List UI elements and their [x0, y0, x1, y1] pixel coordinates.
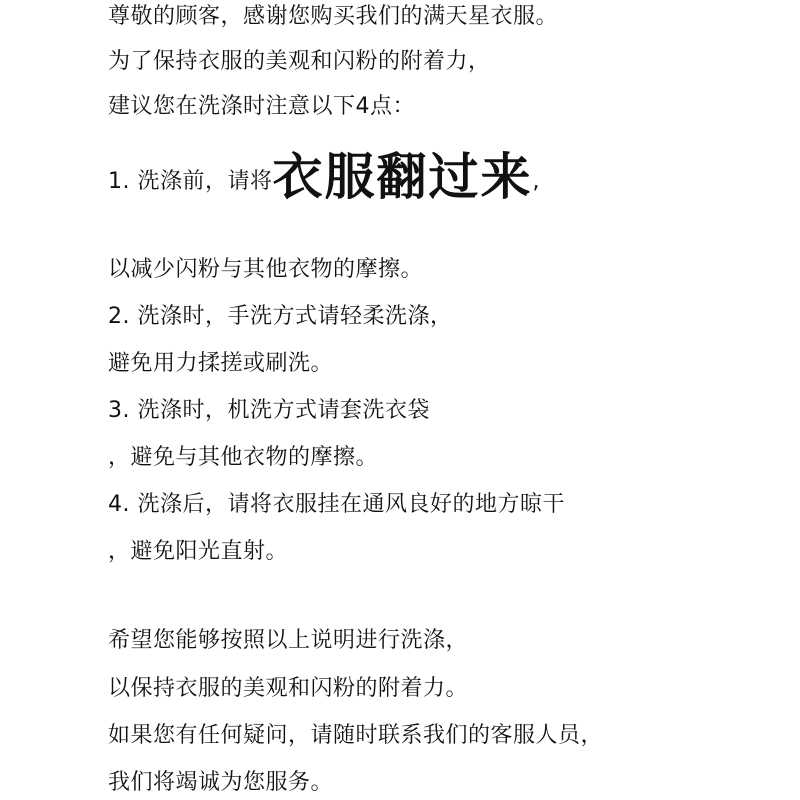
instruction-2-line: 2. 洗涤时，手洗方式请轻柔洗涤， — [108, 304, 453, 329]
greeting-line: 尊敬的顾客，感谢您购买我们的满天星衣服。 — [108, 4, 559, 29]
closing-line-4: 我们将竭诚为您服务。 — [108, 770, 334, 795]
closing-line-2: 以保持衣服的美观和闪粉的附着力。 — [108, 676, 469, 701]
instruction-4-line: 4. 洗涤后，请将衣服挂在通风良好的地方晾干 — [108, 492, 565, 517]
closing-line-3: 如果您有任何疑问，请随时联系我们的客服人员， — [108, 723, 604, 748]
instruction-heading-line: 建议您在洗涤时注意以下4点： — [108, 94, 415, 119]
instruction-4-detail-line: ，避免阳光直射。 — [108, 539, 289, 564]
instruction-1-prefix: 1. 洗涤前，请将 — [108, 169, 273, 194]
instruction-3-detail-line: ，避免与其他衣物的摩擦。 — [108, 445, 379, 470]
closing-line-1: 希望您能够按照以上说明进行洗涤， — [108, 628, 469, 653]
instruction-2-detail-line: 避免用力揉搓或刷洗。 — [108, 351, 334, 376]
instruction-1-detail-line: 以减少闪粉与其他衣物的摩擦。 — [108, 257, 424, 282]
instruction-3-line: 3. 洗涤时，机洗方式请套洗衣袋 — [108, 398, 430, 423]
instruction-1-suffix: , — [532, 169, 540, 194]
instruction-1-emphasis: 衣服翻过来 — [272, 148, 533, 206]
intro-line: 为了保持衣服的美观和闪粉的附着力， — [108, 49, 491, 74]
instruction-1-line — [108, 148, 540, 206]
